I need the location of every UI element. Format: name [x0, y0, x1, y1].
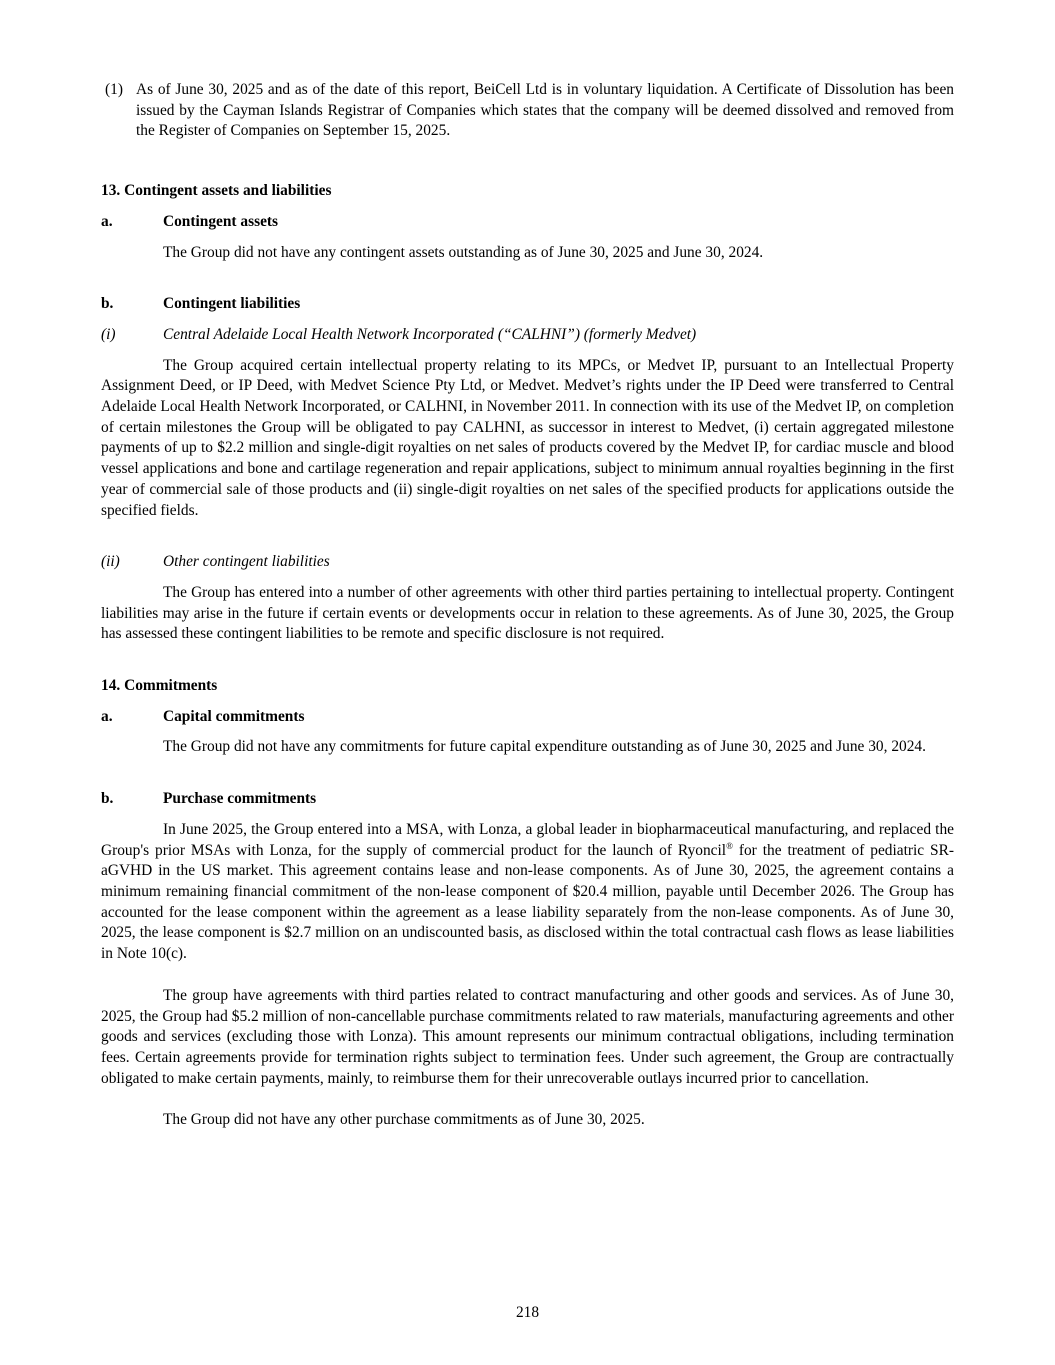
footnote-text: As of June 30, 2025 and as of the date of this report, BeiCell Ltd is in voluntary liquidation. A Certificate of Dissolution has been issued by the Cayman Islands Registrar of Companies which states that the company will be deemed dissolved and removed from the Register of Companies on September 15, 2025. — [136, 81, 954, 140]
section-13a-heading — [101, 212, 954, 233]
section-13b-ii-title: Other contingent liabilities — [163, 553, 330, 571]
section-13b-letter: b. — [101, 295, 114, 313]
registered-trademark-mark: ® — [726, 840, 733, 851]
document-page — [101, 80, 954, 1131]
section-14b-paragraph-2: The group have agreements with third parties related to contract manufacturing and other goods and services. As of June 30, 2025, the Group had $5.2 million of non-cancellable purchase commitments related to raw materials, manufacturing agreements and other goods and services (excluding those with Lonza). This amount represents our minimum contractual obligations, including termination fees. Certain agreements provide for termination rights subject to termination fees. Under such agreement, the Group are contractually obligated to make certain payments, mainly, to reimburse them for their unrecoverable outlays incurred prior to cancellation. — [101, 986, 954, 1087]
section-13b-title: Contingent liabilities — [163, 295, 301, 313]
section-14a-title: Capital commitments — [163, 707, 305, 725]
section-13b-heading — [101, 294, 954, 315]
section-13a-title: Contingent assets — [163, 212, 279, 230]
section-14a-heading — [101, 707, 954, 728]
section-13b-i-numeral: (i) — [101, 325, 116, 343]
section-13a-text: The Group did not have any contingent assets outstanding as of June 30, 2025 and June 30, 2024. — [163, 243, 764, 261]
footnote-number: (1) — [105, 81, 123, 98]
section-14b-paragraph-1 — [101, 820, 954, 965]
section-14b-p1-part1: In June 2025, the Group entered into a MSA, with Lonza, a global leader in biopharmaceutical manufacturing, and replaced the Group's prior MSAs with Lonza, for the supply of commercial product for the launch of Ryoncil — [101, 820, 954, 859]
footnote — [105, 80, 954, 142]
section-13-heading: 13. Contingent assets and liabilities — [101, 182, 332, 200]
section-13b-ii-numeral: (ii) — [101, 553, 120, 571]
section-14a-text: The Group did not have any commitments for future capital expenditure outstanding as of June 30, 2025 and June 30, 2024. — [163, 738, 926, 756]
section-14b-paragraph-3: The Group did not have any other purchase commitments as of June 30, 2025. — [163, 1111, 645, 1129]
section-13b-ii-text: The Group has entered into a number of other agreements with other third parties pertaining to intellectual property. Contingent liabilities may arise in the future if certain events or developments occur in relation to these agreements. As of June 30, 2025, the Group has assessed these contingent liabilities to be remote and specific disclosure is not required. — [101, 583, 954, 643]
section-14-heading: 14. Commitments — [101, 677, 218, 695]
section-13b-ii-heading — [101, 552, 954, 573]
section-14a-letter: a. — [101, 707, 113, 725]
section-13b-i-text: The Group acquired certain intellectual property relating to its MPCs, or Medvet IP, pursuant to an Intellectual Property Assignment Deed, or IP Deed, with Medvet Science Pty Ltd, or Medvet. Medvet’s rights under the IP Deed were transferred to Central Adelaide Local Health Network Incorporated, or CALHNI, in November 2011. In connection with its use of the Medvet IP, on completion of certain milestones the Group will be obligated to pay CALHNI, as successor in interest to Medvet, (i) certain aggregated milestone payments of up to $2.2 million and single-digit royalties on net sales of products covered by the Medvet IP, for cardiac muscle and blood vessel applications and bone and cartilage regeneration and repair applications, subject to minimum annual royalties beginning in the first year of commercial sale of those products and (ii) single-digit royalties on net sales of the specified products for applications outside the specified fields. — [101, 356, 954, 519]
section-14b-letter: b. — [101, 790, 114, 808]
section-14b-heading — [101, 789, 954, 810]
section-14b-p1-part2: for the treatment of pediatric SR-aGVHD in the US market. This agreement contains lease and non-lease components. As of June 30, 2025, the agreement contains a minimum remaining financial commitment of the non-lease component of $20.4 million, payable until December 2026. The Group has accounted for the lease component within the agreement as a lease liability separately from the non-lease components. As of June 30, 2025, the lease component is $2.7 million on an undiscounted basis, as disclosed within the total contractual cash flows as lease liabilities in Note 10(c). — [101, 841, 954, 963]
section-13b-i-heading — [101, 325, 954, 346]
page-number: 218 — [515, 1304, 540, 1321]
section-13b-i-title: Central Adelaide Local Health Network Incorporated (“CALHNI”) (formerly Medvet) — [163, 325, 697, 343]
section-14b-title: Purchase commitments — [163, 790, 317, 808]
section-13a-letter: a. — [101, 212, 113, 230]
